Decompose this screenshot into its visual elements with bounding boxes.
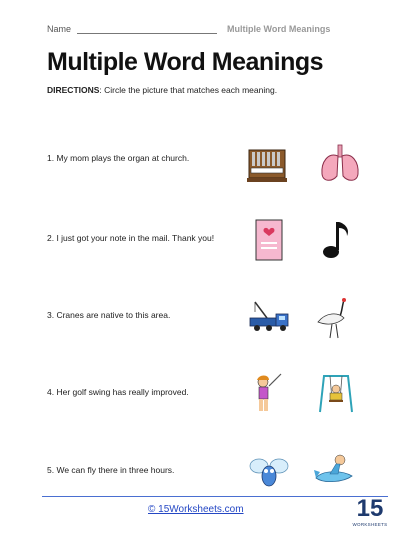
pipe-organ-icon[interactable] (245, 142, 289, 186)
question-5-text: 5. We can fly there in three hours. (47, 465, 175, 475)
directions-label: DIRECTIONS (47, 85, 100, 95)
golfer-icon[interactable] (245, 372, 289, 416)
housefly-icon[interactable] (247, 450, 291, 494)
crane-bird-icon[interactable] (314, 296, 358, 340)
child-on-swing-icon[interactable] (314, 372, 358, 416)
worksheet-header (47, 20, 377, 36)
directions-text: : Circle the picture that matches each meaning. (99, 85, 278, 95)
question-1-text: 1. My mom plays the organ at church. (47, 153, 190, 163)
airplane-icon[interactable] (312, 450, 356, 494)
directions (47, 85, 277, 95)
question-3-text: 3. Cranes are native to this area. (47, 310, 171, 320)
question-4-text: 4. Her golf swing has really improved. (47, 387, 189, 397)
name-line[interactable] (77, 33, 217, 34)
logo-text: WORKSHEETS (352, 522, 388, 527)
crane-truck-icon[interactable] (247, 296, 291, 340)
lungs-organ-icon[interactable] (318, 142, 362, 186)
brand-logo (350, 495, 390, 533)
question-2-text: 2. I just got your note in the mail. Thank you! (47, 233, 215, 243)
page-title: Multiple Word Meanings (47, 48, 324, 76)
name-label: Name (47, 24, 72, 34)
footer-divider (42, 496, 388, 497)
logo-number: 15 (356, 495, 384, 522)
music-note-icon[interactable] (314, 218, 358, 262)
footer-copyright-link[interactable]: © 15Worksheets.com (148, 504, 244, 515)
header-title: Multiple Word Meanings (227, 24, 331, 34)
greeting-card-icon[interactable] (247, 218, 291, 262)
